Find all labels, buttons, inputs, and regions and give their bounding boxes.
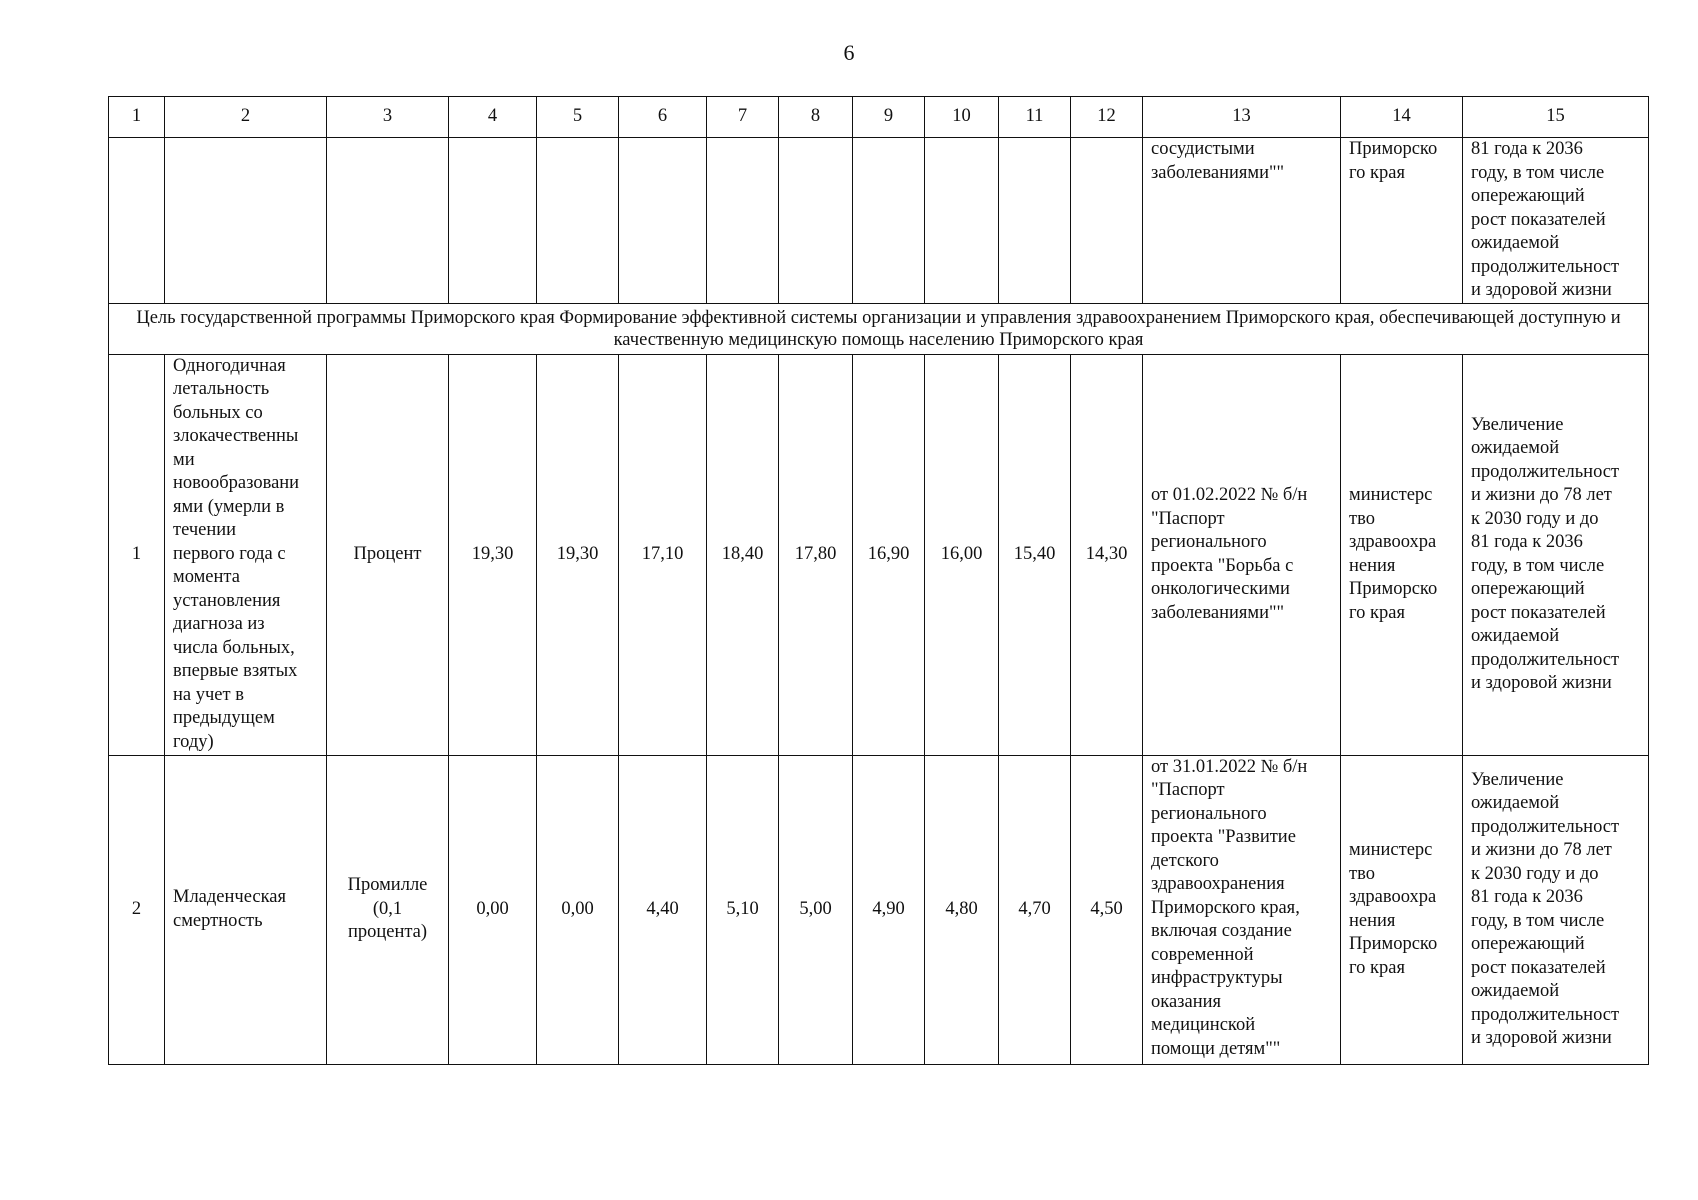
value-cell: 14,30 <box>1071 354 1143 755</box>
responsible-cell: министерс тво здравоохра нения Приморско го края <box>1341 354 1463 755</box>
column-header: 6 <box>619 97 707 138</box>
value-cell: 0,00 <box>449 755 537 1064</box>
continuation-row <box>109 138 1649 304</box>
value-cell: 17,10 <box>619 354 707 755</box>
row-number: 2 <box>109 755 165 1064</box>
column-header: 14 <box>1341 97 1463 138</box>
column-number-row <box>109 97 1649 138</box>
program-goal: Цель государственной программы Приморского края Формирование эффективной системы организации и управления здравоохранением Приморского края, обеспечивающей доступную и качественную медицинскую помощь населению Приморского края <box>109 303 1649 354</box>
value-cell: 18,40 <box>707 354 779 755</box>
value-cell: 4,90 <box>853 755 925 1064</box>
value-cell: 19,30 <box>449 354 537 755</box>
responsible-cell: Приморско го края <box>1341 138 1463 304</box>
document-cell: от 31.01.2022 № б/н "Паспорт регионального проекта "Развитие детского здравоохранения Приморского края, включая создание современной инфраструктуры оказания медицинской помощи детям"" <box>1143 755 1341 1064</box>
empty-cell <box>999 138 1071 304</box>
value-cell: 19,30 <box>537 354 619 755</box>
unit-cell: Промилле (0,1 процента) <box>327 755 449 1064</box>
result-cell: Увеличение ожидаемой продолжительност и жизни до 78 лет к 2030 году и до 81 года к 2036 году, в том числе опережающий рост показателей ожидаемой продолжительност и здоровой жизни <box>1463 755 1649 1064</box>
empty-cell <box>925 138 999 304</box>
column-header: 9 <box>853 97 925 138</box>
empty-cell <box>619 138 707 304</box>
empty-cell <box>165 138 327 304</box>
document-cell: от 01.02.2022 № б/н "Паспорт регионального проекта "Борьба с онкологическими заболеваниями"" <box>1143 354 1341 755</box>
responsible-cell: министерс тво здравоохра нения Приморско го края <box>1341 755 1463 1064</box>
table-row <box>109 354 1649 755</box>
value-cell: 5,00 <box>779 755 853 1064</box>
column-header: 2 <box>165 97 327 138</box>
value-cell: 4,50 <box>1071 755 1143 1064</box>
empty-cell <box>327 138 449 304</box>
result-cell: Увеличение ожидаемой продолжительност и жизни до 78 лет к 2030 году и до 81 года к 2036 году, в том числе опережающий рост показателей ожидаемой продолжительност и здоровой жизни <box>1463 354 1649 755</box>
empty-cell <box>537 138 619 304</box>
value-cell: 16,90 <box>853 354 925 755</box>
value-cell: 5,10 <box>707 755 779 1064</box>
indicator-name: Одногодичная летальность больных со злокачественны ми новообразовани ями (умерли в течении первого года с момента установления диагноза из числа больных, впервые взятых на учет в предыдущем году) <box>165 354 327 755</box>
column-header: 10 <box>925 97 999 138</box>
value-cell: 17,80 <box>779 354 853 755</box>
value-cell: 4,40 <box>619 755 707 1064</box>
value-cell: 15,40 <box>999 354 1071 755</box>
value-cell: 0,00 <box>537 755 619 1064</box>
column-header: 15 <box>1463 97 1649 138</box>
column-header: 3 <box>327 97 449 138</box>
column-header: 1 <box>109 97 165 138</box>
table-row <box>109 755 1649 1064</box>
empty-cell <box>109 138 165 304</box>
result-cell: 81 года к 2036 году, в том числе опережающий рост показателей ожидаемой продолжительност и здоровой жизни <box>1463 138 1649 304</box>
column-header: 5 <box>537 97 619 138</box>
value-cell: 16,00 <box>925 354 999 755</box>
indicator-name: Младенческая смертность <box>165 755 327 1064</box>
page-number: 6 <box>843 40 855 65</box>
value-cell: 4,80 <box>925 755 999 1064</box>
column-header: 8 <box>779 97 853 138</box>
goal-row <box>109 303 1649 354</box>
empty-cell <box>707 138 779 304</box>
empty-cell <box>449 138 537 304</box>
column-header: 7 <box>707 97 779 138</box>
empty-cell <box>779 138 853 304</box>
document-cell: сосудистыми заболеваниями"" <box>1143 138 1341 304</box>
column-header: 4 <box>449 97 537 138</box>
column-header: 12 <box>1071 97 1143 138</box>
empty-cell <box>1071 138 1143 304</box>
indicators-table <box>108 96 1649 1065</box>
unit-cell: Процент <box>327 354 449 755</box>
value-cell: 4,70 <box>999 755 1071 1064</box>
row-number: 1 <box>109 354 165 755</box>
column-header: 11 <box>999 97 1071 138</box>
empty-cell <box>853 138 925 304</box>
column-header: 13 <box>1143 97 1341 138</box>
